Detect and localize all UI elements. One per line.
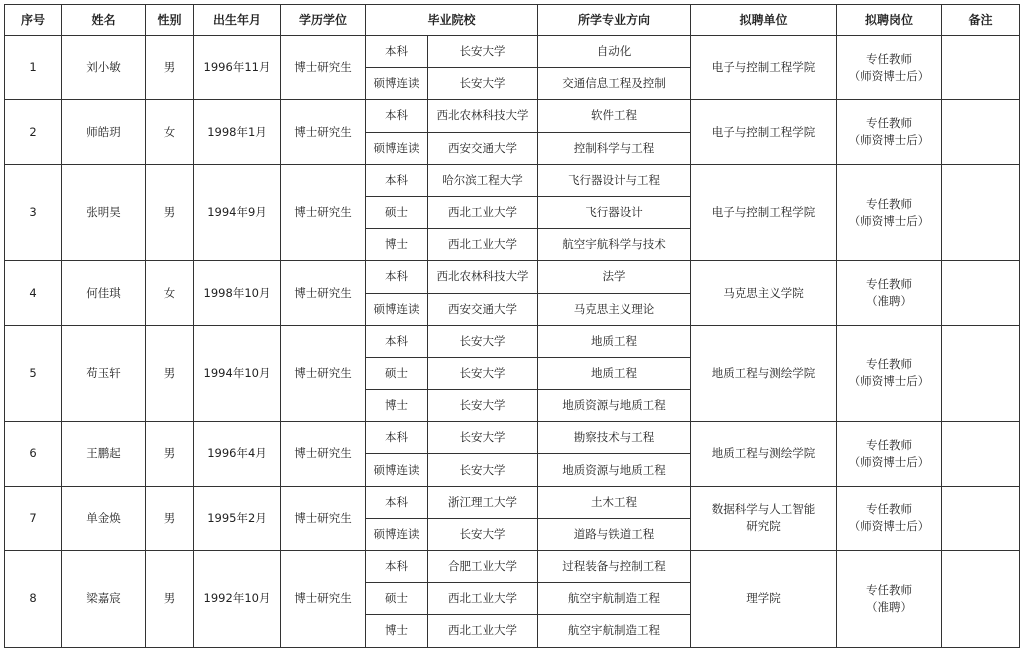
post-cell-line: 专任教师	[866, 582, 913, 597]
header-degree: 学历学位	[281, 5, 366, 36]
seq-cell: 4	[5, 261, 62, 325]
stage-cell: 博士	[366, 229, 428, 261]
post-cell-line: 专任教师	[866, 502, 913, 517]
unit-cell	[691, 164, 837, 261]
major-cell: 航空宇航制造工程	[538, 615, 691, 647]
post-cell-line: 专任教师	[866, 277, 913, 291]
seq-cell: 2	[5, 100, 62, 164]
stage-cell: 本科	[366, 325, 428, 357]
degree-cell: 博士研究生	[281, 325, 366, 422]
post-cell	[837, 36, 942, 100]
degree-cell: 博士研究生	[281, 422, 366, 486]
name-cell: 何佳琪	[62, 261, 146, 325]
school-cell: 合肥工业大学	[428, 551, 538, 583]
stage-cell: 硕博连读	[366, 518, 428, 550]
header-gender: 性别	[146, 5, 194, 36]
unit-cell-line: 研究院	[746, 519, 781, 534]
birth-cell: 1992年10月	[194, 551, 281, 648]
major-cell: 地质工程	[538, 357, 691, 389]
header-unit: 拟聘单位	[691, 5, 837, 36]
school-cell: 长安大学	[428, 357, 538, 389]
unit-cell-line: 数据科学与人工智能	[711, 502, 816, 517]
unit-cell	[691, 325, 837, 422]
note-cell	[942, 261, 1020, 325]
unit-cell	[691, 36, 837, 100]
gender-cell: 男	[146, 551, 194, 648]
note-cell	[942, 164, 1020, 261]
school-cell: 西北农林科技大学	[428, 261, 538, 293]
unit-cell-line: 理学院	[746, 591, 781, 606]
school-cell: 长安大学	[428, 325, 538, 357]
post-cell	[837, 422, 942, 486]
post-cell-line: 专任教师	[866, 116, 913, 131]
major-cell: 飞行器设计	[538, 196, 691, 228]
note-cell	[942, 422, 1020, 486]
unit-cell-line: 地质工程与测绘学院	[711, 365, 816, 380]
name-cell: 梁嘉宸	[62, 551, 146, 648]
table-body	[5, 36, 1020, 648]
name-cell: 苟玉轩	[62, 325, 146, 422]
degree-cell: 博士研究生	[281, 36, 366, 100]
unit-cell-line: 电子与控制工程学院	[711, 205, 816, 220]
birth-cell: 1995年2月	[194, 486, 281, 550]
unit-cell-line: 地质工程与测绘学院	[711, 446, 816, 461]
major-cell: 勘察技术与工程	[538, 422, 691, 454]
school-cell: 长安大学	[428, 422, 538, 454]
birth-cell: 1994年10月	[194, 325, 281, 422]
post-cell-line: （师资博士后）	[848, 133, 930, 148]
name-cell: 师皓玥	[62, 100, 146, 164]
table-row	[5, 261, 1020, 293]
header-major: 所学专业方向	[538, 5, 691, 36]
major-cell: 航空宇航科学与技术	[538, 229, 691, 261]
header-birth: 出生年月	[194, 5, 281, 36]
school-cell: 西安交通大学	[428, 293, 538, 325]
major-cell: 飞行器设计与工程	[538, 164, 691, 196]
stage-cell: 本科	[366, 551, 428, 583]
post-cell	[837, 164, 942, 261]
note-cell	[942, 551, 1020, 648]
degree-cell: 博士研究生	[281, 486, 366, 550]
gender-cell: 男	[146, 164, 194, 261]
gender-cell: 男	[146, 36, 194, 100]
gender-cell: 女	[146, 261, 194, 325]
major-cell: 土木工程	[538, 486, 691, 518]
stage-cell: 硕博连读	[366, 132, 428, 164]
school-cell: 西北农林科技大学	[428, 100, 538, 132]
table-row	[5, 100, 1020, 132]
stage-cell: 本科	[366, 261, 428, 293]
post-cell-line: （师资博士后）	[848, 374, 930, 389]
name-cell: 王鹏起	[62, 422, 146, 486]
header-seq: 序号	[5, 5, 62, 36]
school-cell: 哈尔滨工程大学	[428, 164, 538, 196]
school-cell: 长安大学	[428, 36, 538, 68]
post-cell	[837, 261, 942, 325]
major-cell: 地质资源与地质工程	[538, 454, 691, 486]
unit-cell	[691, 486, 837, 550]
seq-cell: 5	[5, 325, 62, 422]
note-cell	[942, 36, 1020, 100]
major-cell: 法学	[538, 261, 691, 293]
table-row	[5, 486, 1020, 518]
school-cell: 西北工业大学	[428, 583, 538, 615]
post-cell-line: 专任教师	[866, 357, 913, 372]
seq-cell: 6	[5, 422, 62, 486]
table-row	[5, 36, 1020, 68]
school-cell: 长安大学	[428, 390, 538, 422]
stage-cell: 本科	[366, 422, 428, 454]
unit-cell	[691, 261, 837, 325]
school-cell: 西北工业大学	[428, 196, 538, 228]
post-cell-line: （师资博士后）	[848, 213, 930, 228]
note-cell	[942, 325, 1020, 422]
major-cell: 航空宇航制造工程	[538, 583, 691, 615]
post-cell-line: 专任教师	[866, 196, 913, 211]
school-cell: 西安交通大学	[428, 132, 538, 164]
stage-cell: 本科	[366, 486, 428, 518]
unit-cell-line: 电子与控制工程学院	[711, 124, 816, 139]
post-cell	[837, 100, 942, 164]
post-cell-line: 专任教师	[866, 51, 913, 66]
post-cell-line: （准聘）	[866, 599, 913, 614]
post-cell	[837, 551, 942, 648]
unit-cell	[691, 551, 837, 648]
degree-cell: 博士研究生	[281, 261, 366, 325]
stage-cell: 博士	[366, 390, 428, 422]
major-cell: 控制科学与工程	[538, 132, 691, 164]
school-cell: 浙江理工大学	[428, 486, 538, 518]
name-cell: 刘小敏	[62, 36, 146, 100]
post-cell-line: （师资博士后）	[848, 454, 930, 469]
note-cell	[942, 486, 1020, 550]
seq-cell: 1	[5, 36, 62, 100]
degree-cell: 博士研究生	[281, 100, 366, 164]
school-cell: 西北工业大学	[428, 229, 538, 261]
major-cell: 软件工程	[538, 100, 691, 132]
birth-cell: 1996年4月	[194, 422, 281, 486]
major-cell: 过程装备与控制工程	[538, 551, 691, 583]
major-cell: 道路与铁道工程	[538, 518, 691, 550]
stage-cell: 本科	[366, 100, 428, 132]
stage-cell: 硕士	[366, 196, 428, 228]
unit-cell	[691, 100, 837, 164]
post-cell-line: 专任教师	[866, 437, 913, 452]
stage-cell: 硕士	[366, 583, 428, 615]
school-cell: 长安大学	[428, 68, 538, 100]
school-cell: 西北工业大学	[428, 615, 538, 647]
unit-cell-line: 电子与控制工程学院	[711, 60, 816, 75]
birth-cell: 1998年1月	[194, 100, 281, 164]
stage-cell: 硕士	[366, 357, 428, 389]
gender-cell: 男	[146, 325, 194, 422]
post-cell	[837, 486, 942, 550]
post-cell-line: （师资博士后）	[848, 519, 930, 534]
name-cell: 单金焕	[62, 486, 146, 550]
major-cell: 地质工程	[538, 325, 691, 357]
stage-cell: 本科	[366, 36, 428, 68]
note-cell	[942, 100, 1020, 164]
degree-cell: 博士研究生	[281, 551, 366, 648]
major-cell: 地质资源与地质工程	[538, 390, 691, 422]
stage-cell: 博士	[366, 615, 428, 647]
birth-cell: 1998年10月	[194, 261, 281, 325]
gender-cell: 女	[146, 100, 194, 164]
table-row	[5, 422, 1020, 454]
header-post: 拟聘岗位	[837, 5, 942, 36]
birth-cell: 1996年11月	[194, 36, 281, 100]
hiring-table	[4, 4, 1020, 648]
degree-cell: 博士研究生	[281, 164, 366, 261]
major-cell: 交通信息工程及控制	[538, 68, 691, 100]
seq-cell: 3	[5, 164, 62, 261]
stage-cell: 硕博连读	[366, 293, 428, 325]
gender-cell: 男	[146, 486, 194, 550]
post-cell-line: （师资博士后）	[848, 68, 930, 83]
table-row	[5, 551, 1020, 583]
major-cell: 马克思主义理论	[538, 293, 691, 325]
header-row	[5, 5, 1020, 36]
table-row	[5, 164, 1020, 196]
post-cell	[837, 325, 942, 422]
seq-cell: 8	[5, 551, 62, 648]
name-cell: 张明昊	[62, 164, 146, 261]
seq-cell: 7	[5, 486, 62, 550]
header-school: 毕业院校	[366, 5, 538, 36]
birth-cell: 1994年9月	[194, 164, 281, 261]
post-cell-line: （准聘）	[866, 294, 913, 308]
unit-cell	[691, 422, 837, 486]
stage-cell: 硕博连读	[366, 68, 428, 100]
stage-cell: 本科	[366, 164, 428, 196]
major-cell: 自动化	[538, 36, 691, 68]
header-note: 备注	[942, 5, 1020, 36]
gender-cell: 男	[146, 422, 194, 486]
table-row	[5, 325, 1020, 357]
header-name: 姓名	[62, 5, 146, 36]
school-cell: 长安大学	[428, 454, 538, 486]
school-cell: 长安大学	[428, 518, 538, 550]
stage-cell: 硕博连读	[366, 454, 428, 486]
unit-cell-line: 马克思主义学院	[723, 285, 804, 300]
